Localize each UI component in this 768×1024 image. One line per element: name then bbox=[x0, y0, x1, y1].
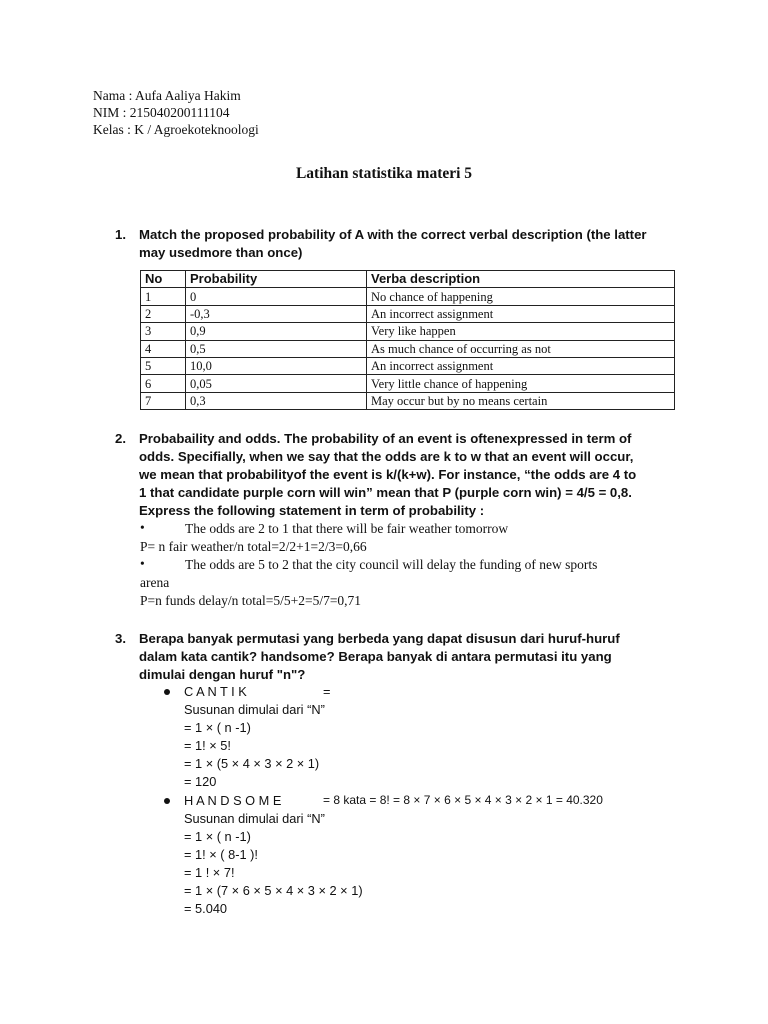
column-header: No bbox=[141, 271, 186, 288]
calc-line: = 1! × 5! bbox=[184, 738, 231, 753]
table-cell: 10,0 bbox=[186, 357, 367, 374]
table-row bbox=[141, 375, 675, 392]
question-line: dalam kata cantik? handsome? Berapa banyak di antara permutasi itu yang bbox=[139, 649, 612, 664]
question-line: we mean that probabilityof the event is k/(k+w). For instance, “the odds are 4 to bbox=[139, 467, 637, 482]
question-number: 1. bbox=[115, 227, 126, 242]
table-row bbox=[141, 323, 675, 340]
table-cell: As much chance of occurring as not bbox=[367, 340, 675, 357]
handsome-word: H A N D S O M E bbox=[184, 793, 282, 808]
question-1 bbox=[115, 226, 675, 262]
question-2 bbox=[115, 430, 685, 520]
table-row bbox=[141, 357, 675, 374]
calc-line: Susunan dimulai dari “N” bbox=[184, 702, 325, 717]
name-line: Nama : Aufa Aaliya Hakim bbox=[93, 88, 241, 103]
table-row bbox=[141, 340, 675, 357]
table-cell: 0,3 bbox=[186, 392, 367, 409]
table-cell: 7 bbox=[141, 392, 186, 409]
handsome-total: = 8 kata = 8! = 8 × 7 × 6 × 5 × 4 × 3 × 2 × 1 = 40.320 bbox=[323, 793, 603, 807]
bullet-dot-icon bbox=[164, 689, 170, 695]
table-row bbox=[141, 305, 675, 322]
table-cell: Very little chance of happening bbox=[367, 375, 675, 392]
statement-2-continued: arena bbox=[140, 575, 170, 590]
table-cell: 1 bbox=[141, 288, 186, 305]
table-cell: 2 bbox=[141, 305, 186, 322]
table-cell: 0,05 bbox=[186, 375, 367, 392]
table-cell: 3 bbox=[141, 323, 186, 340]
table-row bbox=[141, 392, 675, 409]
answer-2: P=n funds delay/n total=5/5+2=5/7=0,71 bbox=[140, 593, 362, 608]
bullet-marker: • bbox=[140, 520, 145, 535]
table-cell: 4 bbox=[141, 340, 186, 357]
calc-line: = 1 × ( n -1) bbox=[184, 720, 251, 735]
table-cell: May occur but by no means certain bbox=[367, 392, 675, 409]
calc-result: = 5.040 bbox=[184, 901, 228, 916]
calc-line: = 1 × ( n -1) bbox=[184, 829, 251, 844]
question-line: odds. Specifially, when we say that the odds are k to w that an event will occur, bbox=[139, 449, 634, 464]
cantik-word: C A N T I K bbox=[184, 684, 247, 699]
table-cell: 0,5 bbox=[186, 340, 367, 357]
question-number: 2. bbox=[115, 431, 126, 446]
question-number: 3. bbox=[115, 631, 126, 646]
column-header: Verba description bbox=[367, 271, 675, 288]
question-line: Berapa banyak permutasi yang berbeda yang dapat disusun dari huruf-huruf bbox=[139, 631, 620, 646]
question-line: Express the following statement in term of probability : bbox=[139, 503, 485, 518]
bullet-marker: • bbox=[140, 556, 145, 571]
calc-result: = 120 bbox=[184, 774, 217, 789]
column-header: Probability bbox=[186, 271, 367, 288]
bullet-dot-icon bbox=[164, 798, 170, 804]
calc-line: = 1! × ( 8-1 )! bbox=[184, 847, 258, 862]
nim-line: NIM : 215040200111104 bbox=[93, 105, 230, 120]
calc-line: = 1 × (7 × 6 × 5 × 4 × 3 × 2 × 1) bbox=[184, 883, 363, 898]
cantik-equals: = bbox=[323, 684, 331, 699]
page-title: Latihan statistika materi 5 bbox=[295, 165, 473, 182]
table-cell: No chance of happening bbox=[367, 288, 675, 305]
table-cell: -0,3 bbox=[186, 305, 367, 322]
table-header-row bbox=[141, 271, 675, 288]
table-cell: 0,9 bbox=[186, 323, 367, 340]
answer-1: P= n fair weather/n total=2/2+1=2/3=0,66 bbox=[140, 539, 367, 554]
table-row bbox=[141, 288, 675, 305]
class-line: Kelas : K / Agroekoteknoologi bbox=[93, 122, 259, 137]
calc-line: = 1 ! × 7! bbox=[184, 865, 235, 880]
table-cell: Very like happen bbox=[367, 323, 675, 340]
table-cell: An incorrect assignment bbox=[367, 357, 675, 374]
table-cell: 0 bbox=[186, 288, 367, 305]
student-info bbox=[93, 87, 259, 138]
table-cell: An incorrect assignment bbox=[367, 305, 675, 322]
question-text: Match the proposed probability of A with the correct verbal description (the latter may usedmore than once) bbox=[139, 227, 647, 260]
question-line: 1 that candidate purple corn will win” mean that P (purple corn win) = 4/5 = 0,8. bbox=[139, 485, 632, 500]
calc-line: Susunan dimulai dari “N” bbox=[184, 811, 325, 826]
statement-1: The odds are 2 to 1 that there will be fair weather tomorrow bbox=[185, 521, 509, 536]
calc-line: = 1 × (5 × 4 × 3 × 2 × 1) bbox=[184, 756, 320, 771]
table-cell: 6 bbox=[141, 375, 186, 392]
statement-2: The odds are 5 to 2 that the city council will delay the funding of new sports bbox=[185, 557, 598, 572]
question-3 bbox=[115, 630, 675, 684]
question-line: Probabaility and odds. The probability of an event is oftenexpressed in term of bbox=[139, 431, 632, 446]
question-line: dimulai dengan huruf "n"? bbox=[139, 667, 306, 682]
table-cell: 5 bbox=[141, 357, 186, 374]
probability-table bbox=[140, 270, 675, 410]
